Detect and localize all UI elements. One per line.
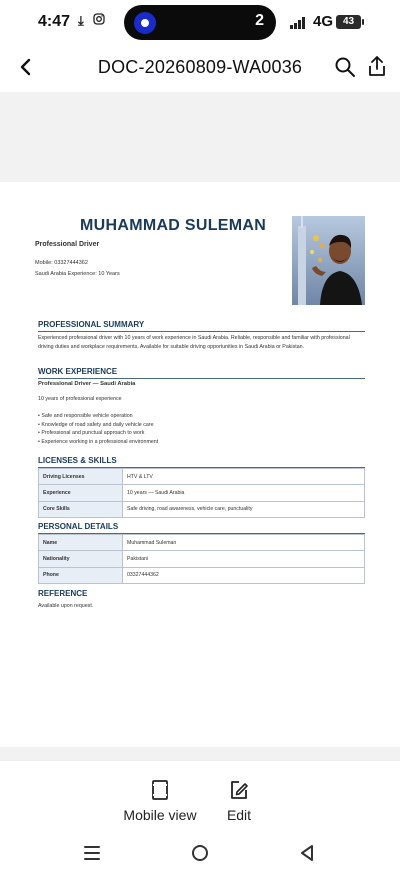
table-row xyxy=(39,501,365,517)
table-key: Phone xyxy=(39,567,123,583)
work-bullets xyxy=(38,412,158,446)
summary-text: Experienced professional driver with 10 years of work experience in Saudi Arabia. Reliable, responsible and familiar with professional driving duties and workplace requirements. Available for suitable driving opportunities in Saudi Arabia or Pakistan. xyxy=(38,335,350,350)
table-key: Experience xyxy=(39,485,123,501)
table-row xyxy=(39,535,365,551)
list-item: • Knowledge of road safety and daily vehicle care xyxy=(38,421,154,428)
mobile-view-button[interactable] xyxy=(118,779,202,823)
licenses-heading: LICENSES & SKILLS xyxy=(38,456,117,465)
dynamic-island-pill[interactable] xyxy=(124,5,276,40)
edit-label: Edit xyxy=(226,807,252,823)
table-value: Pakistani xyxy=(123,551,365,567)
bottom-toolbar xyxy=(0,760,400,830)
document-title: DOC-20260809-WA0036 xyxy=(97,57,303,77)
personal-heading: PERSONAL DETAILS xyxy=(38,522,119,531)
recent-apps-icon[interactable] xyxy=(82,844,102,862)
notification-count: 2 xyxy=(255,12,264,29)
work-role: Professional Driver — Saudi Arabia xyxy=(38,381,136,387)
network-type: 4G xyxy=(313,13,334,30)
home-icon[interactable] xyxy=(190,844,210,862)
summary-divider xyxy=(38,331,365,332)
table-key: Core Skills xyxy=(39,501,123,517)
table-row xyxy=(39,567,365,583)
list-item: • Experience working in a professional environment xyxy=(38,438,159,445)
table-value: 10 years — Saudi Arabia xyxy=(123,485,365,501)
document-viewer[interactable] xyxy=(0,92,400,760)
battery-icon: 43 xyxy=(336,15,361,29)
resume-experience-line: Saudi Arabia Experience: 10 Years xyxy=(35,271,120,277)
list-item: • Safe and responsible vehicle operation xyxy=(38,413,133,419)
back-nav-icon[interactable] xyxy=(298,844,318,862)
edit-icon xyxy=(229,779,249,801)
mobile-view-icon xyxy=(151,779,169,801)
title-bar xyxy=(0,44,400,92)
personal-table xyxy=(38,534,365,584)
table-row xyxy=(39,469,365,485)
resume-role: Professional Driver xyxy=(35,241,100,248)
summary-heading: PROFESSIONAL SUMMARY xyxy=(38,320,145,329)
table-value: Safe driving, road awareness, vehicle care, punctuality xyxy=(123,501,365,517)
reference-text: Available upon request. xyxy=(38,603,94,609)
instagram-icon xyxy=(93,13,105,28)
resume-name: MUHAMMAD SULEMAN xyxy=(80,217,267,234)
edit-button[interactable] xyxy=(215,779,263,823)
licenses-table xyxy=(38,468,365,518)
download-icon: ⤓ xyxy=(78,13,84,28)
work-years: 10 years of professional experience xyxy=(38,396,122,402)
broadcast-icon xyxy=(134,12,156,34)
list-item: • Professional and punctual approach to work xyxy=(38,430,145,437)
clock: 4:47 xyxy=(38,13,71,30)
table-value: HTV & LTV xyxy=(123,469,365,485)
table-row xyxy=(39,485,365,501)
work-heading: WORK EXPERIENCE xyxy=(38,367,118,376)
share-icon[interactable] xyxy=(366,54,388,78)
work-divider xyxy=(38,378,365,379)
resume-mobile: Mobile: 03327444362 xyxy=(35,260,88,266)
profile-photo xyxy=(292,216,365,305)
status-bar xyxy=(0,0,400,44)
mobile-view-label: Mobile view xyxy=(123,807,197,823)
navigation-bar xyxy=(0,830,400,875)
table-value: Muhammad Suleman xyxy=(123,535,365,551)
reference-heading: REFERENCE xyxy=(38,589,88,598)
document-page xyxy=(0,182,400,747)
table-row xyxy=(39,551,365,567)
table-key: Name xyxy=(39,535,123,551)
search-icon[interactable] xyxy=(334,56,356,78)
signal-icon xyxy=(290,17,308,29)
table-key: Driving Licenses xyxy=(39,469,123,485)
table-key: Nationality xyxy=(39,551,123,567)
table-value: 03327444362 xyxy=(123,567,365,583)
